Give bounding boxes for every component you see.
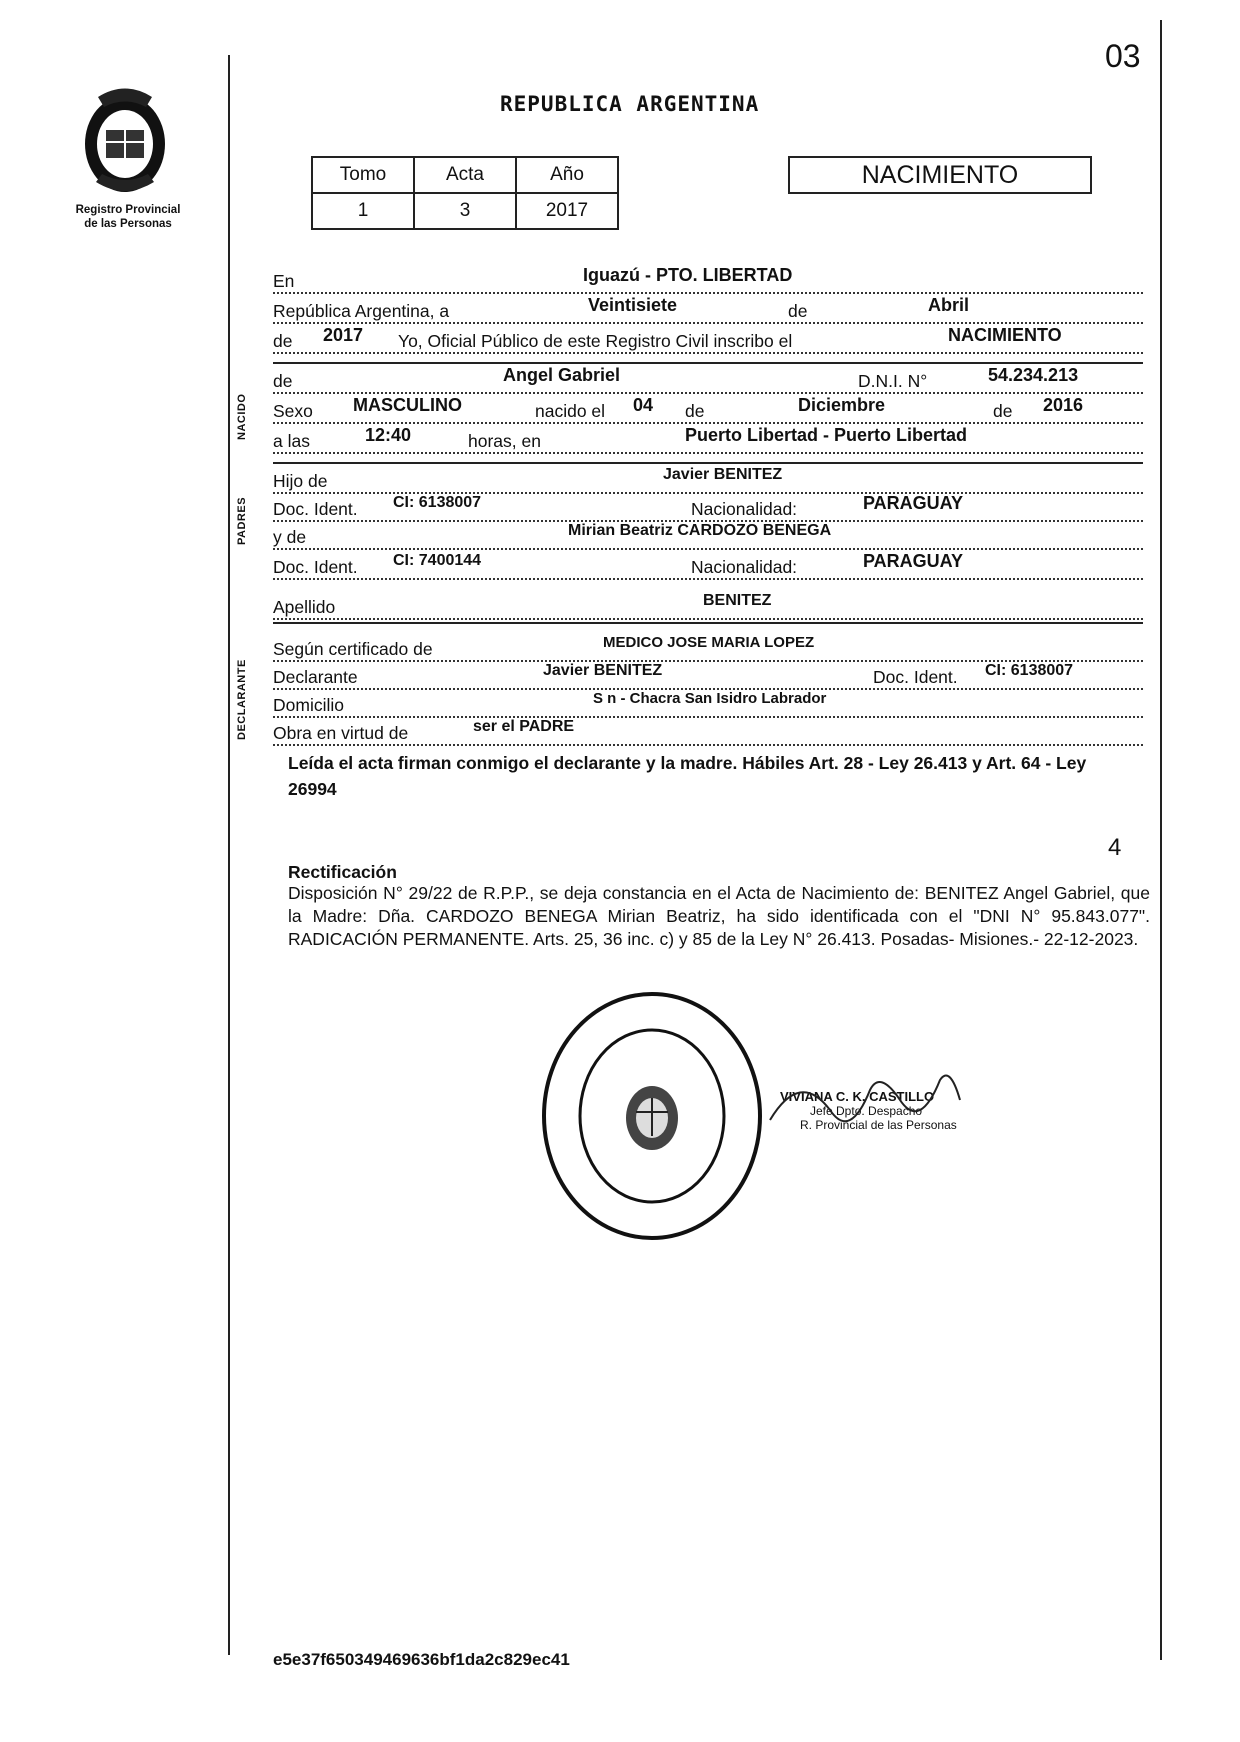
line-sexo [273, 395, 1143, 424]
label-dni: D.N.I. N° [858, 370, 931, 392]
registry-label-line1: Registro Provincial [75, 204, 181, 216]
side-label-declarante: DECLARANTE [236, 659, 248, 740]
label-de-mes: de [788, 300, 811, 322]
side-label-padres: PADRES [236, 496, 248, 545]
value-nac-anio: 2016 [1043, 395, 1084, 415]
acta-table-header-row [312, 157, 618, 193]
value-lugar-nac: Puerto Libertad - Puerto Libertad [685, 425, 968, 445]
value-dia-letras: Veintisiete [588, 295, 678, 315]
acta-type-box: NACIMIENTO [788, 156, 1092, 194]
side-label-nacido: NACIDO [236, 393, 248, 440]
acta-value-acta: 3 [414, 193, 516, 229]
value-madre-nac: PARAGUAY [863, 551, 964, 571]
signer-office: R. Provincial de las Personas [800, 1118, 957, 1132]
label-declarante: Declarante [273, 666, 362, 688]
line-republica [273, 295, 1143, 324]
left-margin-line [228, 55, 230, 1655]
official-stamp [540, 990, 765, 1242]
closing-text: Leída el acta firman conmigo el declarante y la madre. Hábiles Art. 28 - Ley 26.413 y Art. 64 - Ley 26994 [288, 753, 1087, 799]
signature-block [780, 1090, 957, 1132]
line-madre-doc [273, 551, 1143, 580]
label-nacido-el: nacido el [535, 400, 609, 422]
document-hash: e5e37f650349469636bf1da2c829ec41 [273, 1650, 570, 1669]
label-obra-virtud: Obra en virtud de [273, 722, 412, 744]
value-padre-doc: CI: 6138007 [393, 494, 482, 511]
value-anio: 2017 [323, 325, 364, 345]
line-padre-doc [273, 493, 1143, 522]
line-en [273, 265, 1143, 294]
label-segun-certificado: Según certificado de [273, 638, 437, 660]
line-inscribo [273, 325, 1143, 354]
value-padre: Javier BENITEZ [663, 466, 783, 483]
rectificacion-title: Rectificación [288, 862, 397, 882]
acta-header-anio: Año [516, 157, 618, 193]
value-mes: Abril [928, 295, 970, 315]
label-horas-en: horas, en [468, 430, 545, 452]
label-en: En [273, 270, 298, 292]
right-margin-line [1160, 20, 1162, 1660]
label-apellido: Apellido [273, 596, 339, 618]
line-domicilio [273, 690, 1143, 718]
line-y-de [273, 522, 1143, 550]
value-lugar: Iguazú - PTO. LIBERTAD [583, 265, 793, 285]
signature-scribble [760, 1060, 1000, 1150]
value-domicilio: S n - Chacra San Isidro Labrador [593, 690, 827, 707]
value-padre-nac: PARAGUAY [863, 493, 964, 513]
value-virtud: ser el PADRE [473, 718, 575, 735]
signer-title: Jefe Dpto. Despacho [810, 1104, 923, 1118]
signer-name: VIVIANA C. K. CASTILLO [780, 1089, 935, 1104]
value-nac-dia: 04 [633, 395, 654, 415]
rectificacion-body: Disposición N° 29/22 de R.P.P., se deja constancia en el Acta de Nacimiento de: BENITEZ Angel Gabriel, que la Madre: Dña. CARDOZO BENEGA Mirian Beatriz, ha sido identificada con el "DNI N° 95.843.077". RADICACIÓN PERMANENTE. Arts. 25, 36 inc. c) y 85 de la Ley N° 26.413. Posadas- Misiones.- 22-12-2023. [288, 883, 1150, 949]
value-declarante: Javier BENITEZ [543, 662, 663, 679]
label-de-year: de [273, 330, 296, 352]
rectificacion-number: 4 [1108, 834, 1122, 861]
label-hijo-de: Hijo de [273, 470, 331, 492]
acta-value-tomo: 1 [312, 193, 414, 229]
value-dni: 54.234.213 [988, 365, 1079, 385]
value-nac-mes: Diciembre [798, 395, 886, 415]
registry-logo [76, 82, 174, 200]
registry-label [58, 203, 198, 231]
line-nombre [273, 365, 1143, 394]
acta-value-anio: 2017 [516, 193, 618, 229]
line-declarante [273, 662, 1143, 690]
page-title: REPUBLICA ARGENTINA [500, 92, 760, 116]
label-doc-ident-madre: Doc. Ident. [273, 556, 362, 578]
acta-header-acta: Acta [414, 157, 516, 193]
value-tipo: NACIMIENTO [948, 325, 1062, 345]
label-domicilio: Domicilio [273, 694, 348, 716]
value-apellido: BENITEZ [703, 592, 772, 609]
label-y-de: y de [273, 526, 310, 548]
label-republica: República Argentina, a [273, 300, 453, 322]
line-obra-virtud [273, 718, 1143, 746]
label-doc-ident-declarante: Doc. Ident. [873, 666, 962, 688]
line-hora [273, 425, 1143, 454]
value-declarante-doc: CI: 6138007 [985, 662, 1074, 679]
label-nacionalidad-madre: Nacionalidad: [691, 556, 801, 578]
line-apellido [273, 592, 1143, 620]
page-number: 03 [1105, 38, 1141, 74]
value-sexo: MASCULINO [353, 395, 462, 415]
value-certificado: MEDICO JOSE MARIA LOPEZ [603, 634, 815, 651]
label-de-nombre: de [273, 370, 296, 392]
label-inscribo: Yo, Oficial Público de este Registro Civil inscribo el [398, 330, 796, 352]
label-a-las: a las [273, 430, 314, 452]
value-nombre: Angel Gabriel [503, 365, 621, 385]
acta-table-value-row [312, 193, 618, 229]
acta-header-tomo: Tomo [312, 157, 414, 193]
acta-table [311, 156, 619, 230]
value-hora: 12:40 [365, 425, 412, 445]
label-sexo: Sexo [273, 400, 317, 422]
registry-label-line2: de las Personas [84, 218, 172, 230]
value-madre-doc: CI: 7400144 [393, 552, 482, 569]
label-de-anio: de [993, 400, 1016, 422]
separator-declarante [273, 622, 1143, 624]
label-doc-ident-padre: Doc. Ident. [273, 498, 362, 520]
label-de-dia: de [685, 400, 708, 422]
label-nacionalidad-padre: Nacionalidad: [691, 498, 801, 520]
line-certificado [273, 634, 1143, 662]
line-hijo-de [273, 466, 1143, 494]
value-madre: Mirian Beatriz CARDOZO BENEGA [568, 522, 832, 539]
